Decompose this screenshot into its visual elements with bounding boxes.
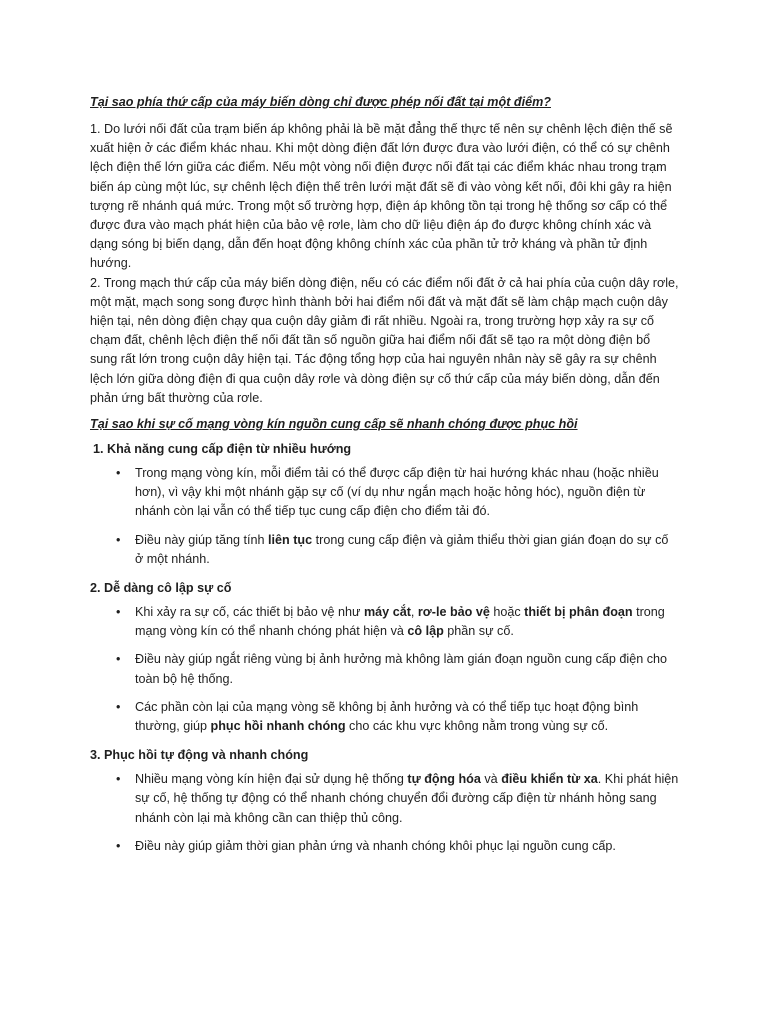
bullet-icon: • (116, 838, 121, 853)
list-item (90, 603, 680, 641)
list-item-text: trong cung cấp điện và giảm thiểu thời gian gián đoạn do sự cố ở một nhánh. (135, 532, 669, 566)
list-item-text: Nhiều mạng vòng kín hiện đại sử dụng hệ thống (135, 772, 408, 787)
list-item-text: Trong mạng vòng kín, mỗi điểm tải có thể được cấp điện từ hai hướng khác nhau (hoặc nhiều hơn), vì vậy khi một nhánh gặp sự cố (ví dụ như ngắn mạch hoặc hỏng hóc), nguồn điện từ nhánh còn lại vẫn có thể tiếp tục cung cấp điện cho điểm tải đó. (135, 466, 659, 519)
list-item-text: Điều này giúp giảm thời gian phản ứng và nhanh chóng khôi phục lại nguồn cung cấp. (135, 838, 616, 853)
bullet-icon: • (116, 605, 121, 620)
section-3-heading: 3. Phục hồi tự động và nhanh chóng (90, 748, 309, 763)
bullet-icon: • (116, 772, 121, 787)
list-item-bold-text: điều khiển từ xa (501, 772, 598, 787)
list-item-bold-text: phục hồi nhanh chóng (210, 719, 346, 734)
section-2-list (90, 603, 680, 736)
section-3-list (90, 770, 680, 856)
list-item-bold-text: rơ-le bảo vệ (417, 605, 490, 620)
list-item-text: trong mạng vòng kín có thể nhanh chóng phát hiện và (135, 605, 665, 639)
list-item-bold-text: tự động hóa (407, 772, 481, 787)
list-item (90, 464, 680, 522)
section-1-list (90, 464, 680, 569)
list-item (90, 531, 680, 569)
list-item-text: Khi xảy ra sự cố, các thiết bị bảo vệ như (135, 605, 364, 620)
bullet-icon: • (116, 652, 121, 667)
list-item-bold-text: liên tục (268, 532, 313, 547)
list-item-text: hoặc (489, 605, 525, 620)
list-item-text: Các phần còn lại của mạng vòng sẽ không bị ảnh hưởng và có thể tiếp tục hoạt động bình thường, giúp (135, 699, 639, 734)
list-item-bold-text: thiết bị phân đoạn (524, 605, 633, 620)
list-item (90, 698, 680, 736)
list-item-text: cho các khu vực không nằm trong vùng sự cố. (345, 719, 609, 734)
list-item-text: Điều này giúp ngắt riêng vùng bị ảnh hưởng mà không làm gián đoạn nguồn cung cấp điện cho toàn bộ hệ thống. (135, 652, 668, 686)
question-1-title: Tại sao phía thứ cấp của máy biến dòng chỉ được phép nối đất tại một điểm? (90, 95, 551, 109)
bullet-icon: • (116, 466, 121, 481)
section-1-heading: 1. Khả năng cung cấp điện từ nhiều hướng (93, 442, 352, 457)
list-item (90, 650, 680, 688)
list-item (90, 770, 680, 828)
bullet-icon: • (116, 532, 121, 547)
answer-paragraph-2: 2. Trong mạch thứ cấp của máy biến dòng điện, nếu có các điểm nối đất ở cả hai phía của cuộn dây rơle, một mặt, mạch song song được hình thành bởi hai điểm nối đất và mặt đất sẽ làm chập mạch cuộn dây hiện tại, nên dòng điện chạy qua cuộn dây giảm đi rất nhiều. Ngoài ra, trong trường hợp xảy ra sự cố chạm đất, chênh lệch điện thế nối đất tần số nguồn giữa hai điểm nối đất sẽ tạo ra một dòng điện bổ sung rất lớn trong cuộn dây hiện tại. Tác động tổng hợp của hai nguyên nhân này sẽ gây ra sự chênh lệch lớn giữa dòng điện đi qua cuộn dây rơle và dòng điện sự cố thứ cấp của máy biến dòng, dẫn đến phản ứng bất thường của rơle. (90, 275, 679, 405)
answer-paragraph-1: 1. Do lưới nối đất của trạm biến áp không phải là bề mặt đẳng thế thực tế nên sự chênh lệch điện thế sẽ xuất hiện ở các điểm khác nhau. Khi một dòng điện đất lớn được đưa vào lưới điện, có thể có sự chênh lệch điện thế lớn giữa các điểm. Nếu một vòng nối điện được nối đất tại các điểm khác nhau trong trạm biến áp cùng một lúc, sự chênh lệch điện thế trên lưới mặt đất sẽ đi vào vòng kết nối, đôi khi gây ra hiện tượng rẽ nhánh quá mức. Trong một số trường hợp, điện áp không tồn tại trong hệ thống sơ cấp có thể được đưa vào mạch phát hiện của bảo vệ rơle, làm cho dữ liệu điện áp đo được không chính xác và dạng sóng bị biến dạng, dẫn đến hoạt động không chính xác của phần tử trở kháng và phần tử định hướng. (90, 122, 673, 271)
list-item-text: và (480, 772, 502, 787)
list-item-bold-text: máy cắt (363, 605, 411, 620)
list-item-text: . Khi phát hiện sự cố, hệ thống tự động có thể nhanh chóng chuyển đổi đường cấp điện từ nhánh hỏng sang nhánh còn lại mà không cần can thiệp thủ công. (135, 772, 679, 825)
question-2-title: Tại sao khi sự cố mạng vòng kín nguồn cung cấp sẽ nhanh chóng được phục hồi (90, 417, 578, 432)
list-item-text: , (410, 605, 418, 620)
list-item-bold-text: cô lập (407, 624, 444, 639)
bullet-icon: • (116, 699, 121, 714)
section-2-heading: 2. Dễ dàng cô lập sự cố (90, 581, 232, 596)
list-item (90, 837, 680, 856)
list-item-text: Điều này giúp tăng tính (135, 532, 269, 547)
list-item-text: phần sự cố. (443, 624, 514, 639)
